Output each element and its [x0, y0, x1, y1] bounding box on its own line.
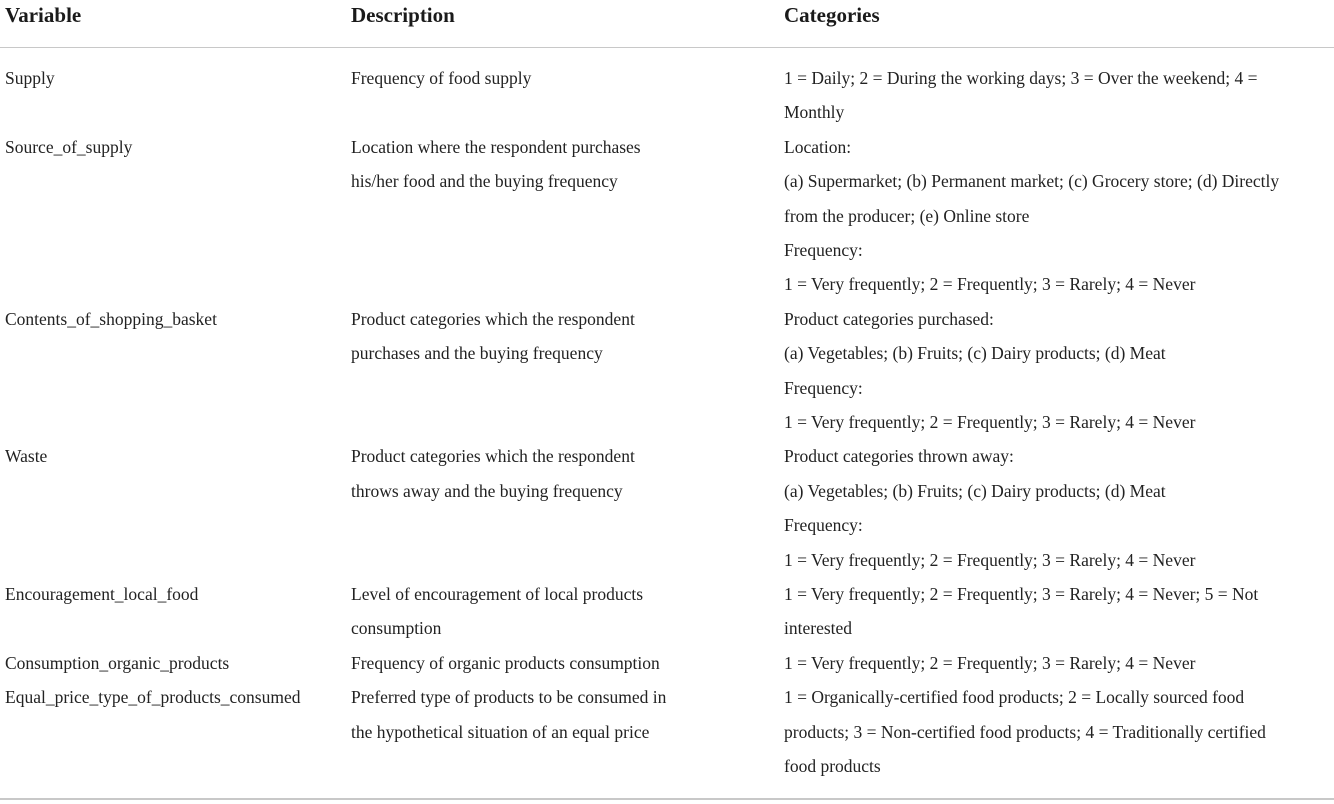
categories-line: 1 = Very frequently; 2 = Frequently; 3 = Rarely; 4 = Never: [784, 274, 1196, 295]
categories-line: interested: [784, 618, 853, 639]
table-row: [0, 646, 1334, 680]
categories-line: products; 3 = Non-certified food products; 4 = Traditionally certified: [784, 721, 1266, 742]
cell-variable: Consumption_organic_products: [5, 652, 230, 673]
categories-line: Frequency:: [784, 377, 863, 398]
categories-line: Monthly: [784, 102, 845, 123]
table-body: [0, 61, 1334, 783]
categories-line: 1 = Organically-certified food products; 2 = Locally sourced food: [784, 687, 1245, 708]
description-line: Product categories which the respondent: [351, 446, 635, 467]
table-bottom-rule: [0, 798, 1334, 800]
cell-description: [351, 680, 771, 749]
description-line: purchases and the buying frequency: [351, 343, 603, 364]
cell-description: [351, 130, 771, 199]
table-row: [0, 577, 1334, 646]
table-row: [0, 61, 1334, 130]
categories-line: Product categories thrown away:: [784, 446, 1014, 467]
cell-categories: [784, 680, 1332, 783]
cell-categories: [784, 577, 1332, 646]
cell-categories: [784, 302, 1332, 440]
cell-description: [351, 646, 771, 680]
description-line: Level of encouragement of local products: [351, 583, 644, 604]
cell-variable: Encouragement_local_food: [5, 583, 199, 604]
description-line: Product categories which the respondent: [351, 308, 635, 329]
table-row: [0, 302, 1334, 440]
categories-line: 1 = Very frequently; 2 = Frequently; 3 = Rarely; 4 = Never: [784, 652, 1196, 673]
categories-line: (a) Vegetables; (b) Fruits; (c) Dairy products; (d) Meat: [784, 343, 1166, 364]
categories-line: Frequency:: [784, 240, 863, 261]
cell-categories: [784, 130, 1332, 302]
description-line: consumption: [351, 618, 442, 639]
cell-categories: [784, 646, 1332, 680]
categories-line: (a) Vegetables; (b) Fruits; (c) Dairy products; (d) Meat: [784, 480, 1166, 501]
categories-line: 1 = Very frequently; 2 = Frequently; 3 = Rarely; 4 = Never: [784, 412, 1196, 433]
description-line: Preferred type of products to be consumed in: [351, 687, 667, 708]
cell-description: [351, 61, 771, 95]
categories-line: Frequency:: [784, 515, 863, 536]
cell-description: [351, 302, 771, 371]
cell-variable: Contents_of_shopping_basket: [5, 308, 217, 329]
categories-line: food products: [784, 755, 881, 776]
table-row: [0, 680, 1334, 783]
categories-line: Location:: [784, 136, 852, 157]
categories-line: 1 = Very frequently; 2 = Frequently; 3 = Rarely; 4 = Never; 5 = Not: [784, 583, 1259, 604]
cell-description: [351, 439, 771, 508]
table-row: [0, 439, 1334, 577]
cell-description: [351, 577, 771, 646]
categories-line: 1 = Daily; 2 = During the working days; 3 = Over the weekend; 4 =: [784, 68, 1258, 88]
cell-categories: [784, 439, 1332, 577]
description-line: Location where the respondent purchases: [351, 136, 641, 157]
categories-line: from the producer; (e) Online store: [784, 205, 1030, 226]
cell-variable: Supply: [5, 68, 55, 88]
description-line: his/her food and the buying frequency: [351, 171, 618, 192]
description-line: the hypothetical situation of an equal price: [351, 721, 650, 742]
cell-categories: [784, 61, 1332, 130]
header-categories: Categories: [784, 3, 880, 27]
description-line: Frequency of organic products consumption: [351, 652, 660, 673]
cell-variable: Source_of_supply: [5, 136, 133, 157]
cell-variable: Waste: [5, 446, 48, 467]
categories-line: (a) Supermarket; (b) Permanent market; (c) Grocery store; (d) Directly: [784, 171, 1280, 192]
table-header-row: [0, 0, 1334, 48]
cell-variable: Equal_price_type_of_products_consumed: [5, 687, 301, 708]
table-row: [0, 130, 1334, 302]
header-description: Description: [351, 3, 455, 27]
categories-line: 1 = Very frequently; 2 = Frequently; 3 = Rarely; 4 = Never: [784, 549, 1196, 570]
description-line: Frequency of food supply: [351, 68, 532, 88]
header-variable: Variable: [5, 3, 82, 27]
description-line: throws away and the buying frequency: [351, 480, 623, 501]
categories-line: Product categories purchased:: [784, 308, 994, 329]
